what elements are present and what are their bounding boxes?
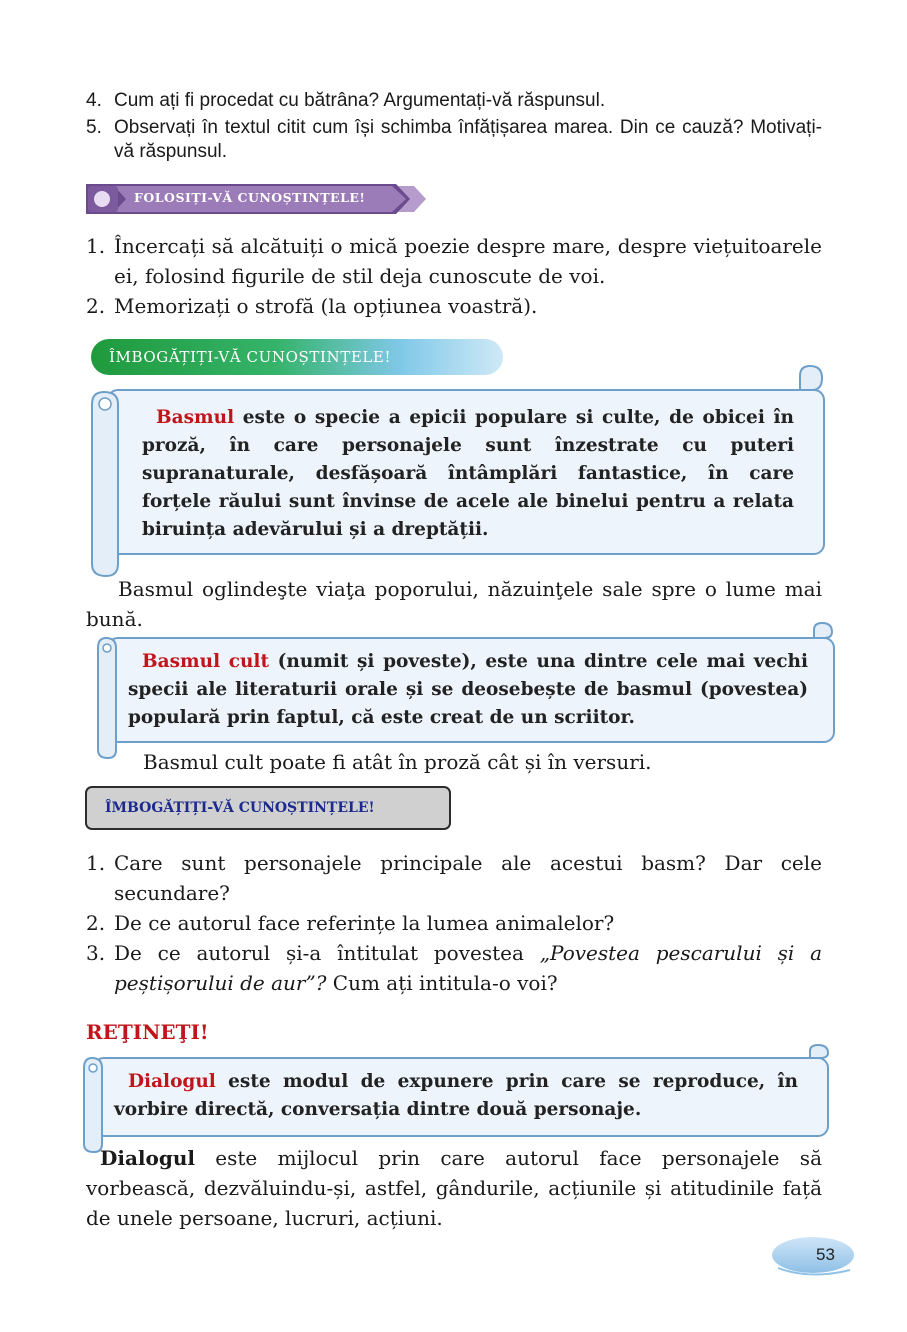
page-badge-shape <box>770 1234 856 1280</box>
item-text: Cum ați fi procedat cu bătrâna? Argumentați-vă răspunsul. <box>114 90 606 111</box>
item-number: 1. <box>86 851 106 875</box>
folositi-banner <box>86 182 426 216</box>
item-text <box>114 938 822 998</box>
dialogul-scroll <box>82 1044 832 1156</box>
basmul-cult-scroll <box>96 622 836 762</box>
item-text: Care sunt personajele principale ale acestui basm? Dar cele secundare? <box>114 851 822 905</box>
item-number: 2. <box>86 294 106 318</box>
bullet-icon <box>94 191 110 207</box>
term-basmul: Basmul <box>156 407 235 428</box>
page-number-badge <box>770 1234 856 1280</box>
list-item <box>86 938 822 998</box>
basmul-cult-paragraph: Basmul cult poate fi atât în proză cât și în versuri. <box>143 750 652 774</box>
item-number: 2. <box>86 911 106 935</box>
list-item <box>86 116 822 164</box>
imbogatiti-gray-banner: ÎMBOGĂȚIȚI-VĂ CUNOȘTINȚELE! <box>85 786 451 830</box>
retineti-heading: REŢINEŢI! <box>86 1020 209 1044</box>
banner-label: ÎMBOGĂȚIȚI-VĂ CUNOȘTINȚELE! <box>109 348 392 366</box>
basmul-definition <box>142 404 794 544</box>
list-item <box>86 908 822 938</box>
item-number: 1. <box>86 234 106 258</box>
definition-text: (numit și poveste), este una dintre cele mai vechi specii ale literaturii orale și se deosebește de basmul (povestea) populară prin faptul, că este creat de un scriitor. <box>128 651 809 728</box>
list-item <box>86 848 822 908</box>
banner-label: FOLOSIȚI-VĂ CUNOȘTINȚELE! <box>134 190 366 205</box>
list-item <box>86 231 822 291</box>
q3-after: Cum ați intitula-o voi? <box>326 971 558 995</box>
q3-before: De ce autorul și-a întitulat povestea <box>114 941 540 965</box>
q3-title: „Povestea pescarului și a peștișorului de aur”? <box>114 941 823 995</box>
dialogul-paragraph <box>86 1143 822 1233</box>
item-text: Memorizați o strofă (la opțiunea voastră). <box>114 294 538 318</box>
list-item <box>86 291 822 321</box>
item-number: 4. <box>86 90 102 111</box>
basmul-cult-definition <box>128 648 808 732</box>
item-number: 3. <box>86 941 106 965</box>
definition-text: este o specie a epicii populare si culte, de obicei în proză, în care personajele sunt înzestrate cu puteri supranaturale, desfășoară întâmplări fantastice, în care forțele răului sunt învinse de acele ale binelui pentru a relata biruința adevărului și a dreptății. <box>142 407 794 540</box>
list-item <box>86 89 822 113</box>
term-dialogul: Dialogul <box>128 1071 216 1092</box>
item-text: De ce autorul face referințe la lumea animalelor? <box>114 911 615 935</box>
paragraph-text: este mijlocul prin care autorul face personajele să vorbească, dezvăluindu-și, astfel, gândurile, acțiunile și atitudinile față de unele persoane, lucruri, acțiuni. <box>86 1146 822 1230</box>
top-questions <box>86 89 822 164</box>
definition-text: este modul de expunere prin care se reproduce, în vorbire directă, conversația dintre două personaje. <box>114 1071 798 1120</box>
item-number: 5. <box>86 117 102 138</box>
basmul-scroll <box>90 364 826 580</box>
basmul-paragraph: Basmul oglindeşte viaţa poporului, năzuinţele sale spre o lume mai bună. <box>86 577 822 631</box>
term-basmul-cult: Basmul cult <box>142 651 269 672</box>
item-text: Încercați să alcătuiți o mică poezie despre mare, despre viețuitoarele ei, folosind figurile de stil deja cunoscute de voi. <box>114 234 822 288</box>
folositi-tasks <box>86 231 822 321</box>
dialogul-definition <box>114 1068 798 1124</box>
item-text: Observați în textul citit cum își schimba înfățișarea marea. Din ce cauză? Motivați-vă răspunsul. <box>114 117 822 162</box>
term-dialogul-bold: Dialogul <box>100 1146 195 1170</box>
imbogatiti-questions <box>86 848 822 998</box>
page-number: 53 <box>816 1245 835 1264</box>
